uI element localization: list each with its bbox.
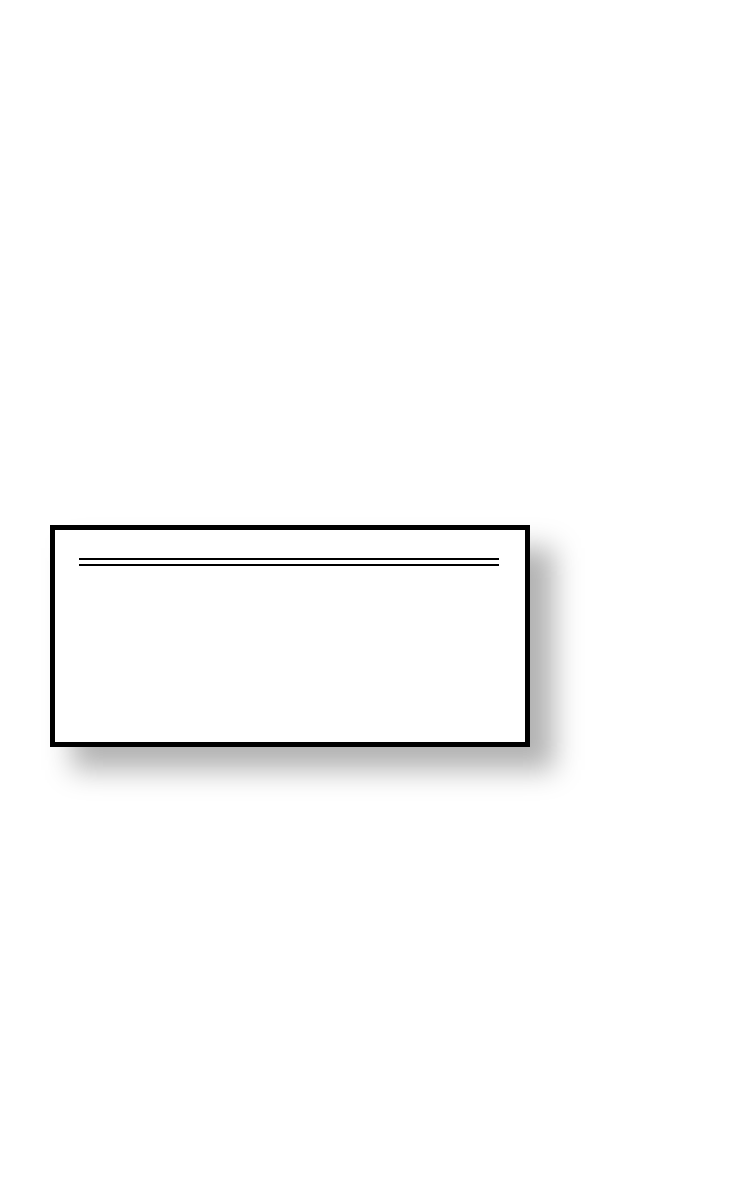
document-text (60, 36, 744, 80)
arabic-line-2 (79, 564, 499, 566)
arabic-quote (79, 558, 499, 570)
source-caption (79, 656, 499, 708)
section-heading (60, 52, 744, 74)
quote-card (50, 525, 530, 747)
arabic-line-1 (79, 558, 499, 560)
